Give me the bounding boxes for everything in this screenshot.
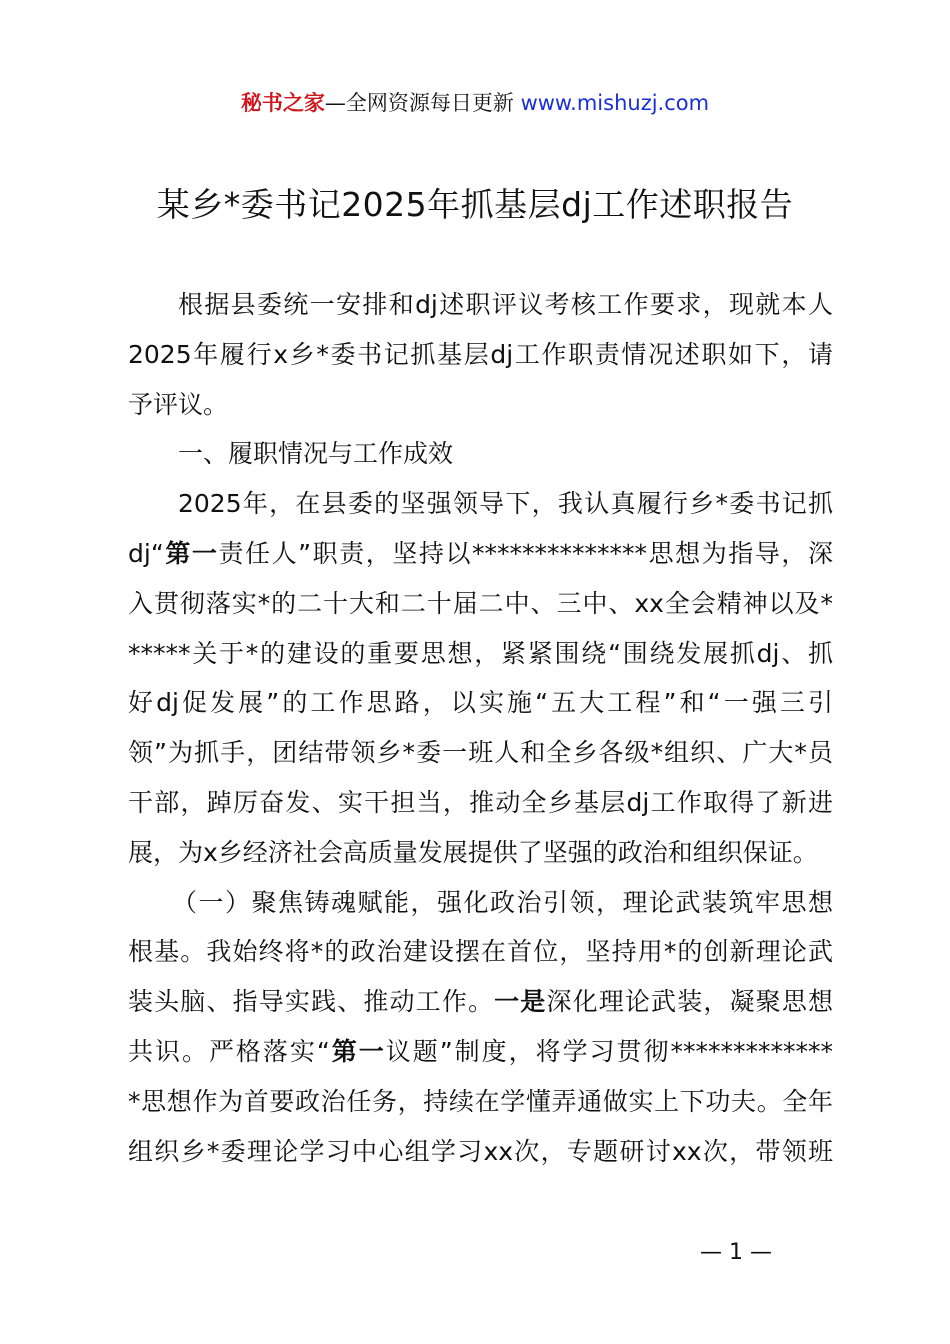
document-body bbox=[128, 280, 833, 1176]
text-segment: 议题”制度，将学习贯彻************* bbox=[385, 1036, 833, 1066]
site-url-link[interactable]: www.mishuzj.com bbox=[520, 91, 710, 115]
text-line: 领”为抓手，团结带领乡*委一班人和全乡各级*组织、广大*员 bbox=[128, 738, 833, 768]
text-line bbox=[128, 529, 833, 579]
page-number: — 1 — bbox=[700, 1240, 772, 1265]
text-line: 2025年履行x乡*委书记抓基层dj工作职责情况述职如下，请 bbox=[128, 339, 833, 369]
document-title: 某乡*委书记2025年抓基层dj工作述职报告 bbox=[156, 185, 794, 224]
text-line: 好dj促发展”的工作思路，以实施“五大工程”和“一强三引 bbox=[128, 688, 833, 718]
site-tagline: —全网资源每日更新 bbox=[324, 91, 521, 115]
text-line: 根据县委统一安排和dj述职评议考核工作要求，现就本人 bbox=[178, 290, 833, 319]
site-header bbox=[0, 86, 950, 120]
text-segment: 责任人”职责，坚持以**************思想为指导，深 bbox=[218, 538, 833, 568]
text-line bbox=[128, 1027, 833, 1077]
text-line: 展，为x乡经济社会高质量发展提供了坚强的政治和组织保证。 bbox=[128, 837, 818, 867]
text-segment: 深化理论武装，凝聚思想 bbox=[546, 987, 833, 1017]
bold-segment: 第一 bbox=[329, 1036, 386, 1066]
site-brand: 秘书之家 bbox=[240, 91, 325, 115]
text-line bbox=[128, 977, 833, 1027]
text-line: *****关于*的建设的重要思想，紧紧围绕“围绕发展抓dj、抓 bbox=[128, 638, 833, 668]
bold-segment: 第一 bbox=[163, 538, 219, 568]
text-line: 2025年，在县委的坚强领导下，我认真履行乡*委书记抓 bbox=[178, 489, 833, 519]
text-segment: 共识。严格落实“ bbox=[128, 1036, 330, 1066]
subsection-heading: （一）聚焦铸魂赋能，强化政治引领，理论武装筑牢思想 bbox=[172, 887, 833, 917]
text-line: 干部，踔厉奋发、实干担当，推动全乡基层dj工作取得了新进 bbox=[128, 787, 833, 817]
bold-segment: 一是 bbox=[494, 987, 547, 1017]
section-heading: 一、履职情况与工作成效 bbox=[178, 439, 454, 469]
text-segment: 装头脑、指导实践、推动工作。 bbox=[128, 987, 495, 1017]
text-line: 根基。我始终将*的政治建设摆在首位，坚持用*的创新理论武 bbox=[128, 937, 833, 967]
text-line: 入贯彻落实*的二十大和二十届二中、三中、xx全会精神以及* bbox=[128, 588, 833, 618]
text-line: *思想作为首要政治任务，持续在学懂弄通做实上下功夫。全年 bbox=[128, 1086, 833, 1116]
text-segment: dj“ bbox=[128, 538, 164, 568]
text-line: 组织乡*委理论学习中心组学习xx次，专题研讨xx次，带领班 bbox=[128, 1136, 833, 1166]
text-line: 予评议。 bbox=[128, 389, 229, 419]
